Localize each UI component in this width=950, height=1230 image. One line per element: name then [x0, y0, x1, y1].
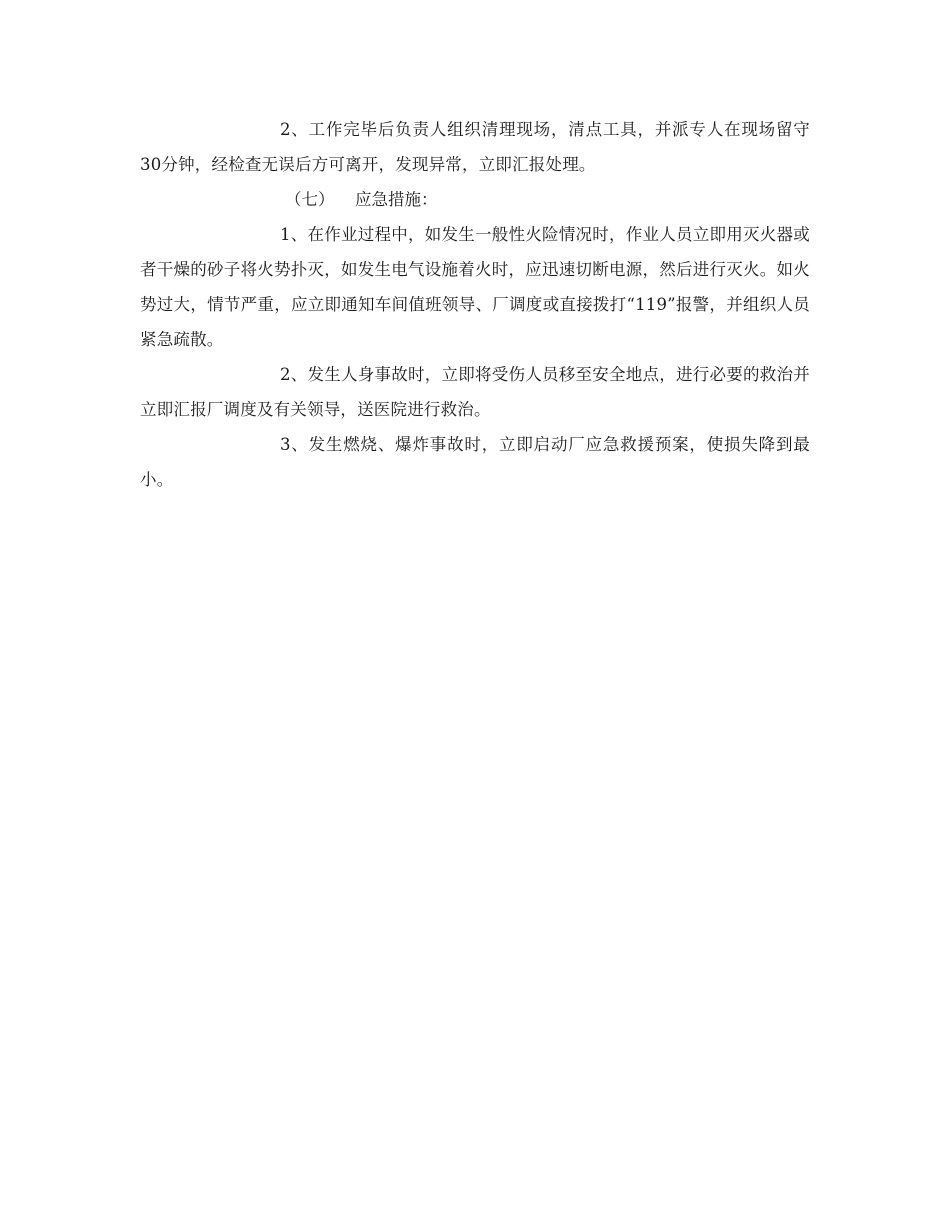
section-title: 应急措施： [355, 190, 438, 209]
paragraph-cleanup: 2、工作完毕后负责人组织清理现场，清点工具，并派专人在现场留守30分钟，经检查无误后方可离开，发现异常，立即汇报处理。 [140, 120, 810, 174]
section-heading [140, 182, 810, 217]
section-number: （七） [285, 190, 335, 209]
measure-fire: 1、在作业过程中，如发生一般性火险情况时，作业人员立即用灭火器或者干燥的砂子将火势扑灭，如发生电气设施着火时，应迅速切断电源，然后进行灭火。如火势过大，情节严重，应立即通知车间值班领导、厂调度或直接拨打“119”报警，并组织人员紧急疏散。 [140, 225, 810, 349]
measure-explosion: 3、发生燃烧、爆炸事故时，立即启动厂应急救援预案，使损失降到最小。 [140, 435, 810, 489]
document-body [140, 112, 810, 497]
measure-injury: 2、发生人身事故时，立即将受伤人员移至安全地点，进行必要的救治并立即汇报厂调度及有关领导，送医院进行救治。 [140, 365, 810, 419]
